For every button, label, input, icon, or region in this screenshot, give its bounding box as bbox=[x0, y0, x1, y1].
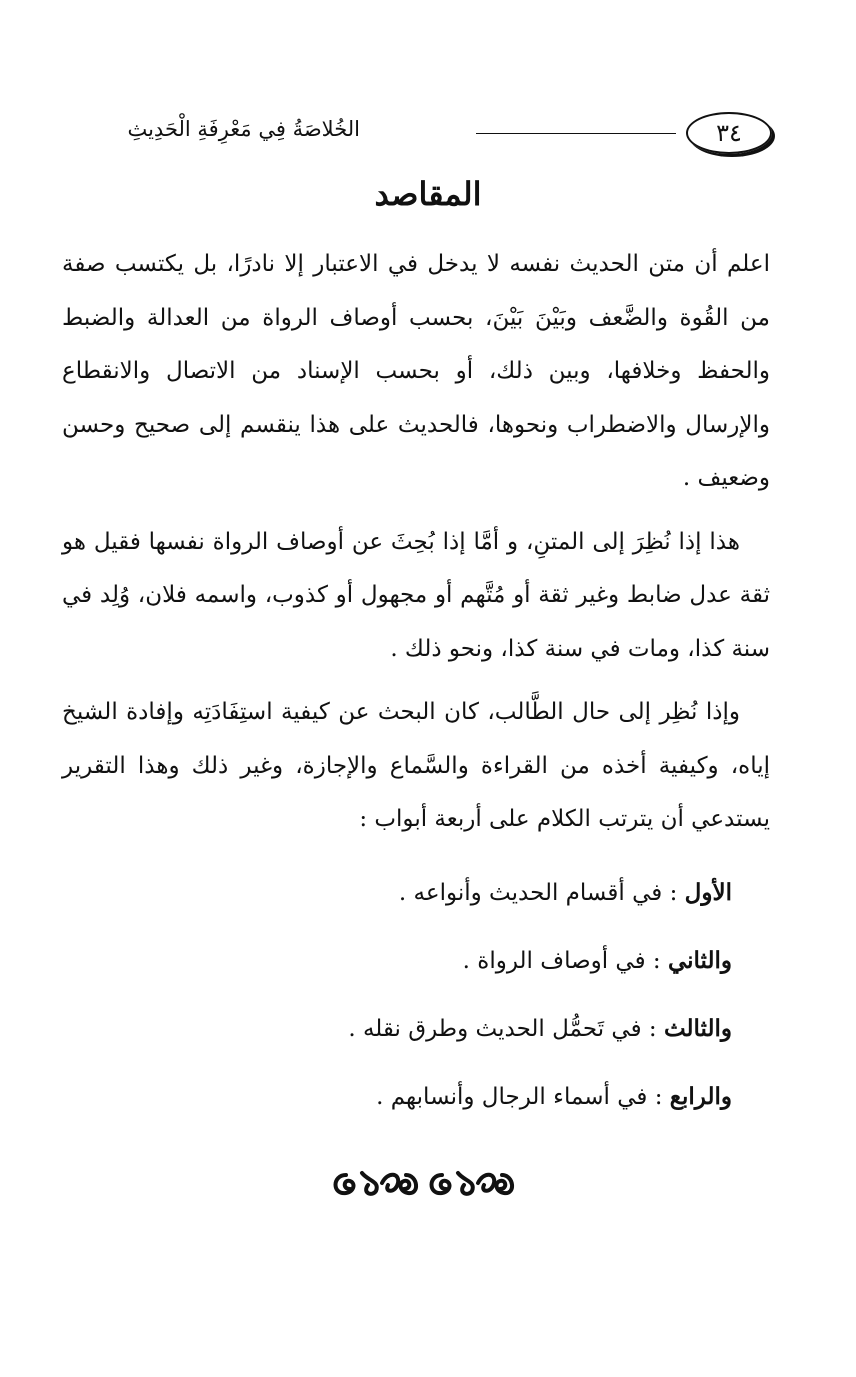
body-text bbox=[62, 238, 770, 1133]
chapter-term: والرابع bbox=[669, 1082, 732, 1110]
running-title: الخُلاصَةُ فِي مَعْرِفَةِ الْحَدِيثِ bbox=[127, 117, 360, 141]
paragraph-narrators: هذا إذا نُظِرَ إلى المتنِ، و أمَّا إذا بُحِثَ عن أوصاف الرواة نفسها فقيل هو ثقة عدل ضابط وغير ثقة أو مُتَّهم أو مجهول أو كذوب، واسمه فلان، وُلِد في سنة كذا، ومات في سنة كذا، ونحو ذلك . bbox=[62, 528, 770, 662]
ornament-graphic bbox=[328, 1163, 528, 1203]
chapter-term: الأول bbox=[684, 878, 732, 906]
chapter-text: : في أقسام الحديث وأنواعه . bbox=[398, 879, 685, 906]
chapter-text: : في أسماء الرجال وأنسابهم . bbox=[376, 1083, 670, 1110]
running-header bbox=[60, 108, 772, 154]
decorative-divider-ornament-icon bbox=[0, 1160, 856, 1206]
page-number-badge bbox=[686, 112, 772, 154]
chapter-item bbox=[62, 1065, 732, 1129]
chapter-term: والثالث bbox=[663, 1014, 732, 1042]
paragraph-intro: اعلم أن متن الحديث نفسه لا يدخل في الاعتبار إلا نادرًا، بل يكتسب صفة من القُوة والضَّعف وبَيْنَ بَيْنَ، بحسب أوصاف الرواة من العدالة والضبط والحفظ وخلافها، وبين ذلك، أو بحسب الإسناد من الاتصال والانقطاع والإرسال والاضطراب ونحوها، فالحديث على هذا ينقسم إلى صحيح وحسن وضعيف . bbox=[62, 251, 770, 491]
chapter-item bbox=[62, 929, 732, 993]
chapter-item bbox=[62, 861, 732, 925]
page-number: ٣٤ bbox=[716, 119, 742, 147]
chapter-list bbox=[62, 861, 770, 1129]
section-title: المقاصد bbox=[374, 175, 482, 213]
chapter-item bbox=[62, 997, 732, 1061]
chapter-text: : في أوصاف الرواة . bbox=[462, 947, 668, 974]
chapter-term: والثاني bbox=[667, 946, 732, 974]
paragraph-student: وإذا نُظِر إلى حال الطَّالب، كان البحث عن كيفية استِفَادَتِه وإفادة الشيخ إياه، وكيفية أخذه من القراءة والسَّماع والإجازة، وغير ذلك وهذا التقرير يستدعي أن يترتب الكلام على أربعة أبواب : bbox=[62, 699, 770, 832]
header-rule bbox=[476, 133, 676, 134]
chapter-text: : في تَحمُّل الحديث وطرق نقله . bbox=[348, 1015, 664, 1042]
